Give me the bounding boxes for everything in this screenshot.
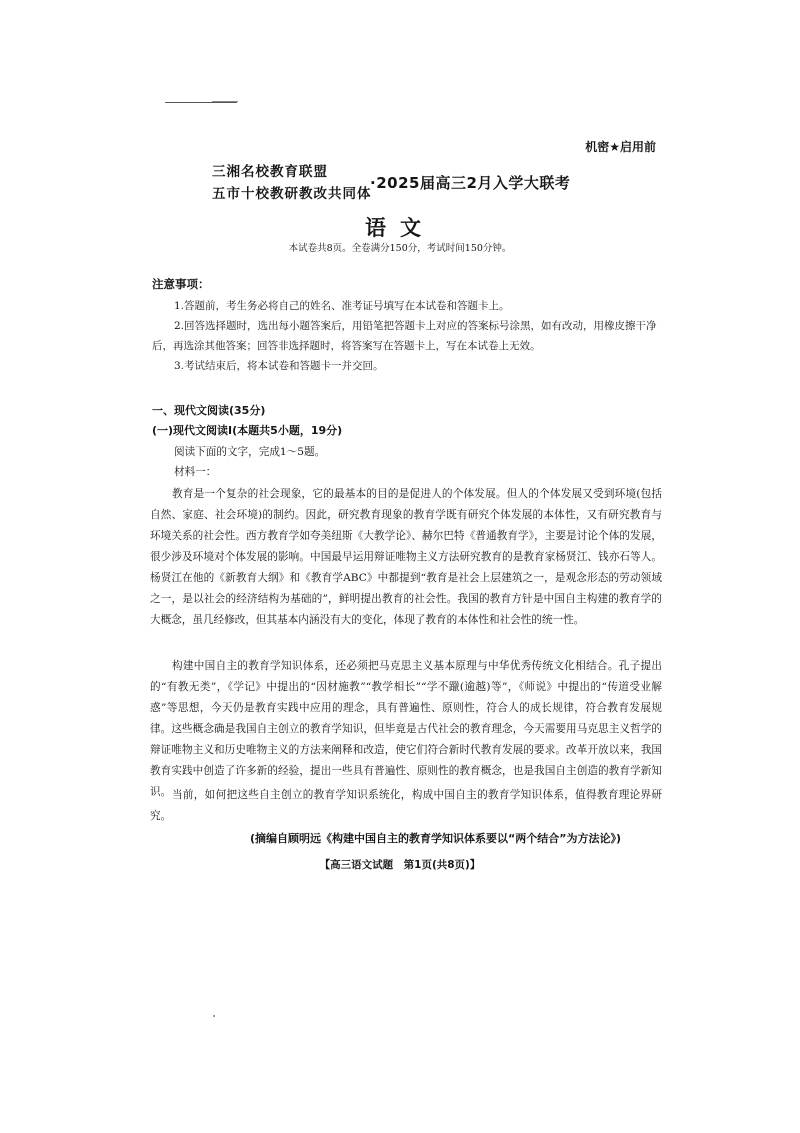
subject-title: 语文 [365, 216, 435, 240]
scan-speck [213, 1015, 215, 1017]
notice-item: 1.答题前，考生务必将自己的姓名、准考证号填写在本试卷和答题卡上。 [174, 300, 510, 312]
confidential-label: 机密★启用前 [585, 140, 656, 154]
exam-info: 本试卷共8页。全卷满分150分，考试时间150分钟。 [288, 243, 512, 254]
passage-paragraph: 构建中国自主的教育学知识体系，还必须把马克思主义基本原理与中华优秀传统文化相结合。孔子提出的“有教无类”，《学记》中提出的“因材施教”“教学相长”“学不躐(逾越)等”，《师说》中提出的“传道受业解惑”等思想，今天仍是教育实践中应用的理念，具有普遍性、原则性，符合人的成长规律，符合教育发展规律。这些概念确是我国自主创立的教育学知识，但毕竟是古代社会的教育理念，今天需要用马克思主义哲学的辩证唯物主义和历史唯物主义的方法来阐释和改造，使它们符合新时代教育发展的要求。改革开放以来，我国教育实践中创造了许多新的经验，提出一些具有普遍性、原则性的教育概念，也是我国自主创造的教育学新知识。 [150, 660, 662, 798]
passage-paragraph: 当前，如何把这些自主创立的教育学知识系统化，构成中国自主的教育学知识体系，值得教育理论界研究。 [150, 789, 662, 822]
passage-paragraph: 教育是一个复杂的社会现象，它的最基本的目的是促进人的个体发展。但人的个体发展又受到环境(包括自然、家庭、社会环境)的制约。因此，研究教育现象的教育学既有研究个体发展的本体性，又有研究教育与环境关系的社会性。西方教育学如夸美纽斯《大教学论》、赫尔巴特《普通教育学》，主要是讨论个体的发展，很少涉及环境对个体发展的影响。中国最早运用辩证唯物主义方法研究教育的是教育家杨贤江、钱亦石等人。杨贤江在他的《新教育大纲》和《教育学ABC》中都提到“教育是社会上层建筑之一，是观念形态的劳动领域之一，是以社会的经济结构为基础的”，鲜明提出教育的社会性。我国的教育方针是中国自主构建的教育学的大概念，虽几经修改，但其基本内涵没有大的变化，体现了教育的本体性和社会性的统一性。 [150, 488, 662, 626]
organizer-line-1: 三湘名校教育联盟 [212, 164, 328, 180]
reading-instruction: 阅读下面的文字，完成1～5题。 [174, 446, 326, 458]
section-heading: 一、现代文阅读(35分) [152, 404, 266, 417]
scan-artifact-line [212, 101, 238, 102]
material-label: 材料一： [174, 466, 217, 478]
notice-title: 注意事项： [152, 277, 210, 291]
sub-section-heading: (一)现代文阅读Ⅰ(本题共5小题，19分) [152, 424, 343, 437]
source-citation: (摘编自顾明远《构建中国自主的教育学知识体系要以“两个结合”为方法论》) [250, 832, 622, 845]
scan-artifact-line [165, 102, 237, 103]
exam-title: ·2025届高三2月入学大联考 [370, 174, 571, 192]
organizer-line-2: 五市十校教研教改共同体 [212, 186, 372, 202]
organizer-block [212, 161, 372, 205]
notice-item: 3.考试结束后，将本试卷和答题卡一并交回。 [174, 360, 384, 372]
page-footer: 【高三语文试题 第1页(共8页)】 [319, 859, 481, 871]
notice-item: 2.回答选择题时，选出每小题答案后，用铅笔把答题卡上对应的答案标号涂黑，如有改动，用橡皮擦干净后，再选涂其他答案；回答非选择题时，将答案写在答题卡上，写在本试卷上无效。 [152, 320, 657, 352]
